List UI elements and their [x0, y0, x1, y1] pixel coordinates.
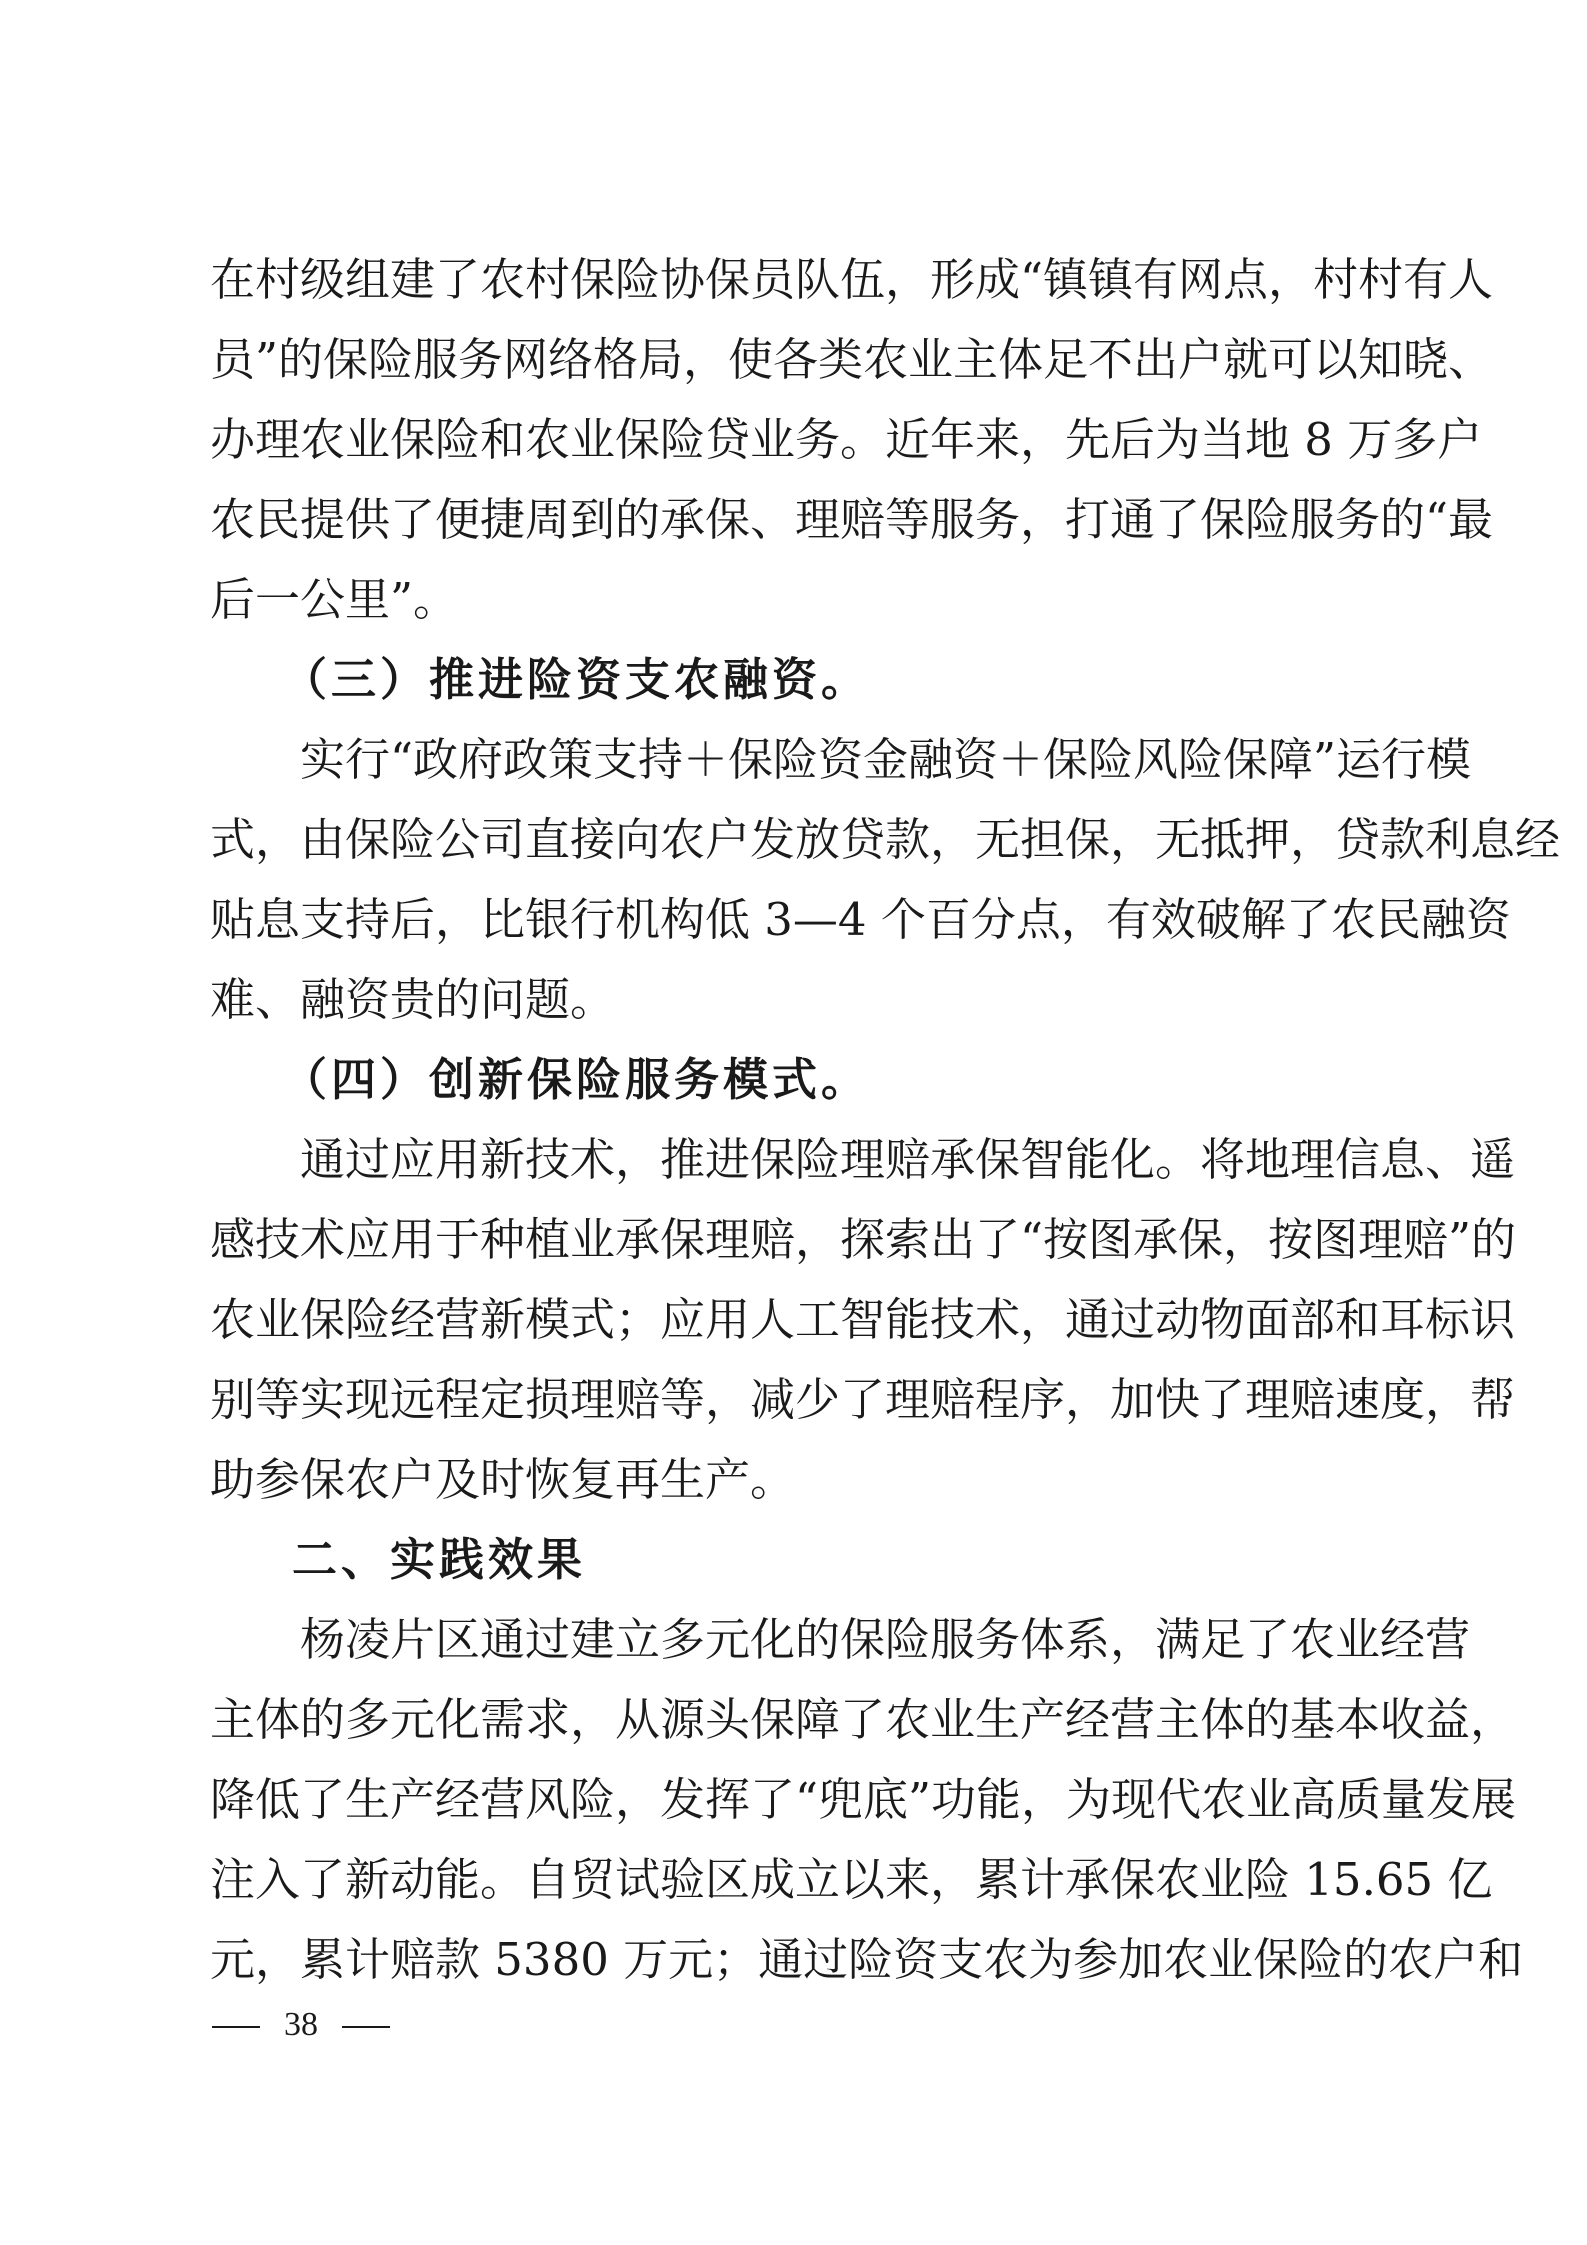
paragraph-line: 助参保农户及时恢复再生产。	[210, 1453, 796, 1506]
footer-dash-left	[212, 2026, 260, 2028]
paragraph-line: 注入了新动能。自贸试验区成立以来，累计承保农业险 15.65 亿	[210, 1853, 1493, 1906]
paragraph-line: 在村级组建了农村保险协保员队伍，形成“镇镇有网点，村村有人	[210, 253, 1494, 306]
paragraph-line: 式，由保险公司直接向农户发放贷款，无担保，无抵押，贷款利息经	[210, 813, 1561, 866]
footer-dash-right	[342, 2026, 390, 2028]
paragraph-line: 杨凌片区通过建立多元化的保险服务体系，满足了农业经营	[300, 1613, 1471, 1666]
paragraph-line: 难、融资贵的问题。	[210, 973, 616, 1026]
paragraph-line: 贴息支持后，比银行机构低 3—4 个百分点，有效破解了农民融资	[210, 893, 1511, 946]
page-footer	[212, 2003, 390, 2047]
section-heading: （三）推进险资支农融资。	[282, 653, 871, 706]
paragraph-line: 别等实现远程定损理赔等，减少了理赔程序，加快了理赔速度，帮	[210, 1373, 1516, 1426]
page-number: 38	[284, 2006, 318, 2043]
paragraph-line: 后一公里”。	[210, 573, 459, 626]
paragraph-line: 办理农业保险和农业保险贷业务。近年来，先后为当地 8 万多户	[210, 413, 1483, 466]
paragraph-line: 主体的多元化需求，从源头保障了农业生产经营主体的基本收益，	[210, 1693, 1516, 1746]
paragraph-line: 员”的保险服务网络格局，使各类农业主体足不出户就可以知晓、	[210, 333, 1494, 386]
paragraph-line: 降低了生产经营风险，发挥了“兜底”功能，为现代农业高质量发展	[210, 1773, 1517, 1826]
paragraph-line: 农民提供了便捷周到的承保、理赔等服务，打通了保险服务的“最	[210, 493, 1494, 546]
paragraph-line: 农业保险经营新模式；应用人工智能技术，通过动物面部和耳标识	[210, 1293, 1516, 1346]
section-heading: （四）创新保险服务模式。	[282, 1053, 871, 1106]
paragraph-line: 感技术应用于种植业承保理赔，探索出了“按图承保，按图理赔”的	[210, 1213, 1517, 1266]
paragraph-line: 元，累计赔款 5380 万元；通过险资支农为参加农业保险的农户和	[210, 1933, 1524, 1986]
paragraph-line: 实行“政府政策支持＋保险资金融资＋保险风险保障”运行模	[300, 733, 1472, 786]
paragraph-line: 通过应用新技术，推进保险理赔承保智能化。将地理信息、遥	[300, 1133, 1516, 1186]
part-heading: 二、实践效果	[292, 1533, 587, 1586]
